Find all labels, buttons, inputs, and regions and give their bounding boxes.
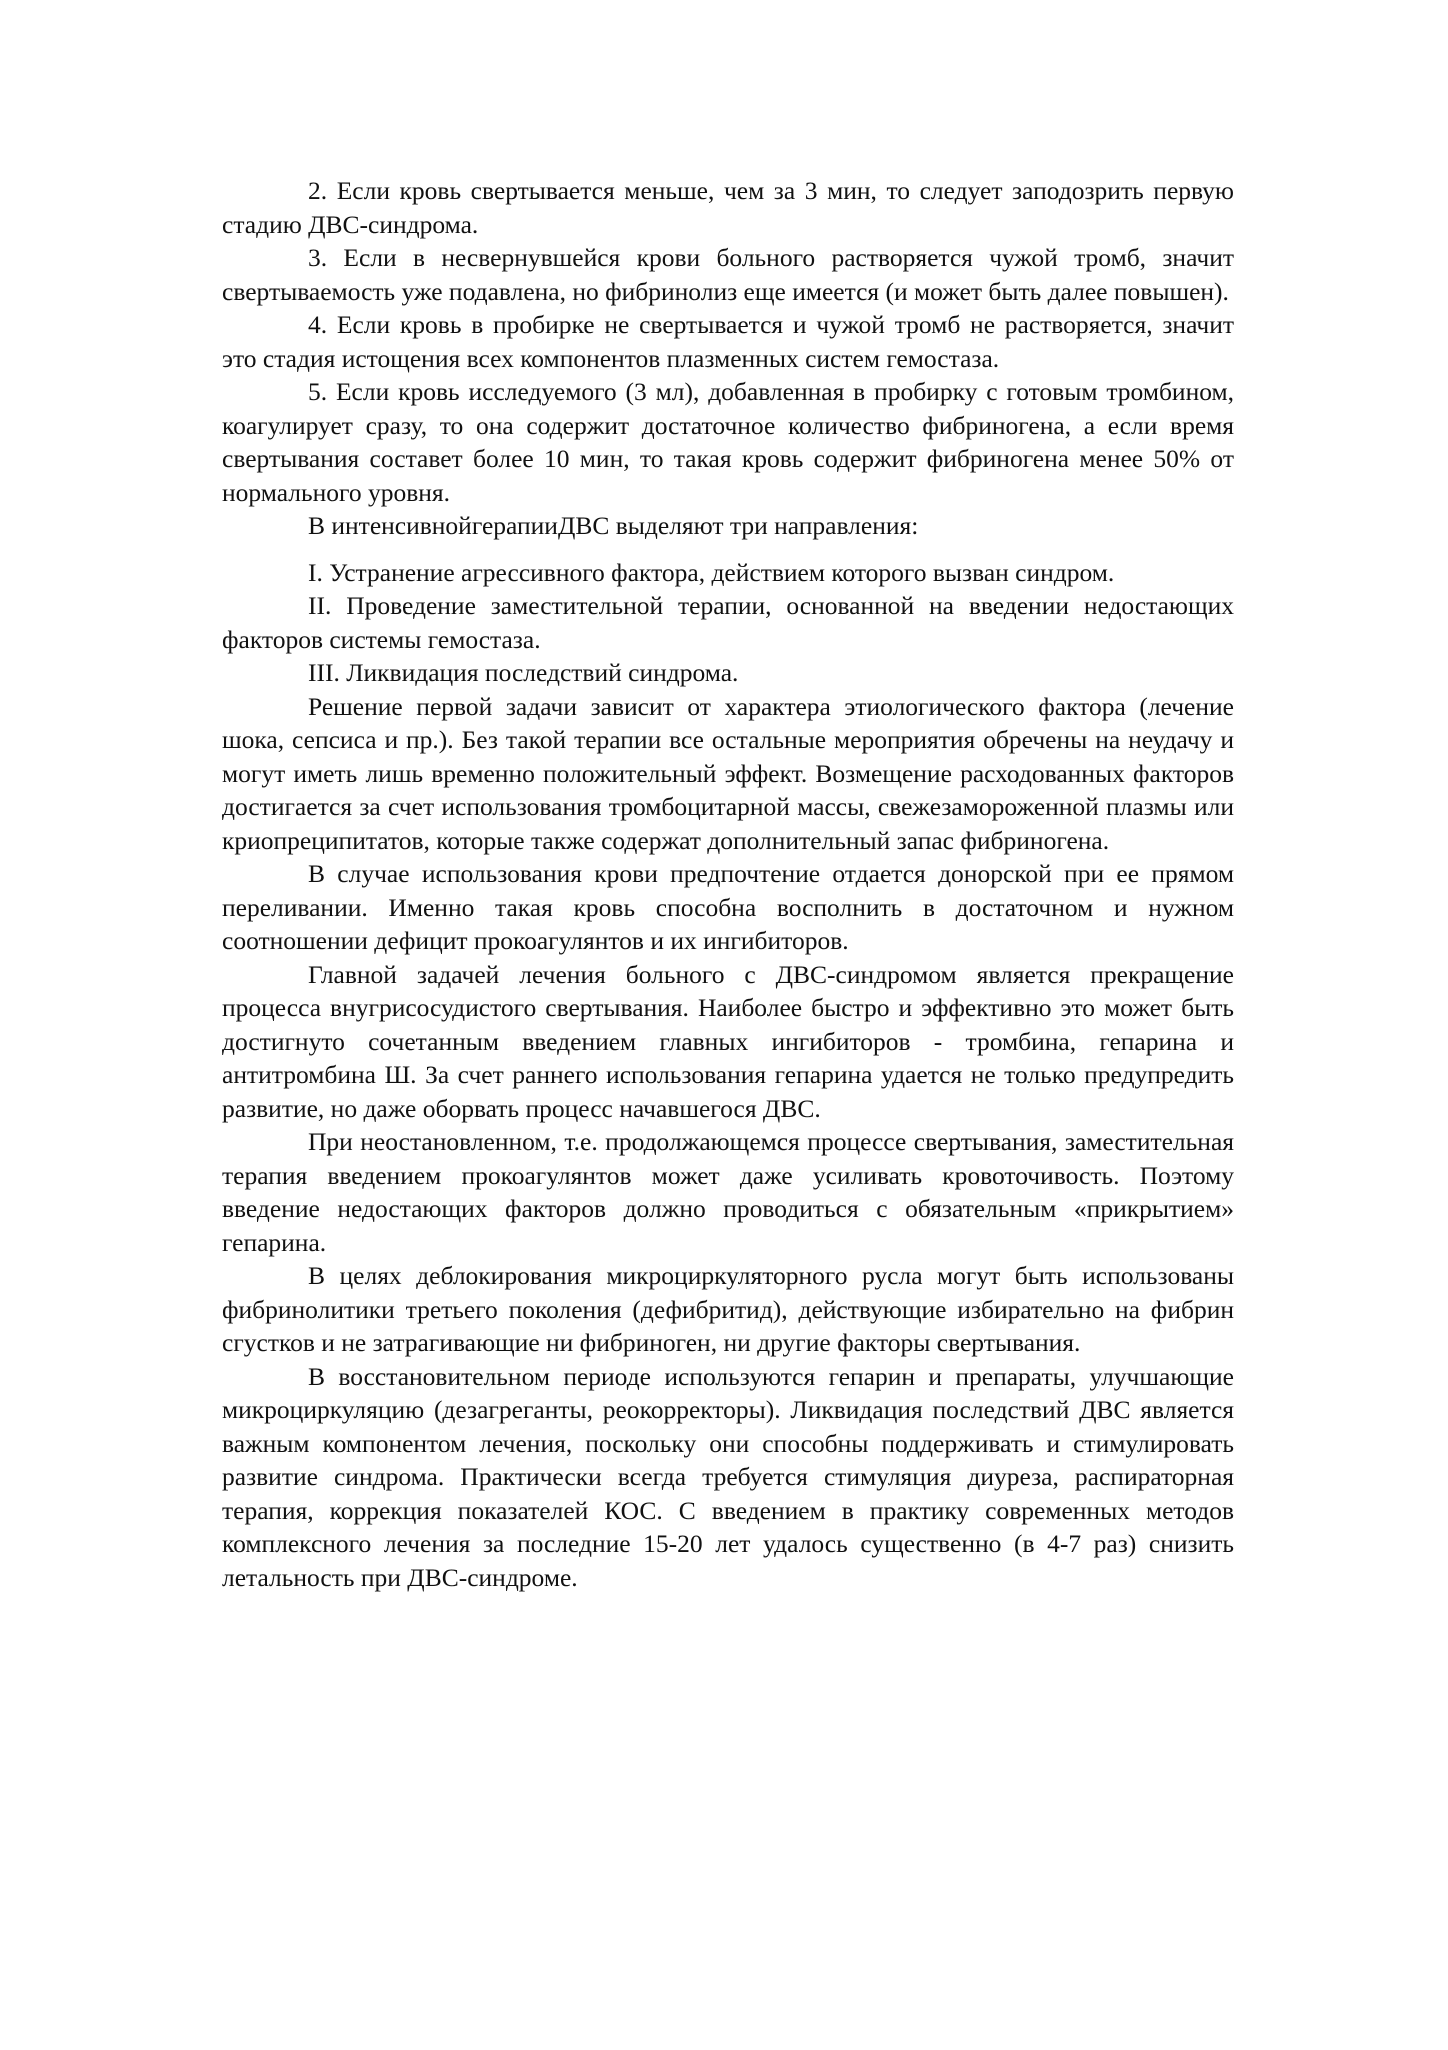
paragraph-first-task: Решение первой задачи зависит от характера этиологического фактора (лечение шока, сепсиса и пр.). Без такой терапии все остальные мероприятия обречены на неудачу и могут иметь лишь временно положительный эффект. Возмещение расходованных факторов достигается за счет использования тромбоцитарной массы, свежезамороженной плазмы или криопреципитатов, которые также содержат дополнительный запас фибриногена. bbox=[222, 691, 1234, 855]
paragraph-direction-1: I. Устранение агрессивного фактора, действием которого вызван синдром. bbox=[308, 557, 1115, 587]
paragraph-therapy-intro: В интенсивнойгерапииДВС выделяют три направления: bbox=[308, 511, 919, 540]
paragraph-criterion-3: 3. Если в несвернувшейся крови больного растворяется чужой тромб, значит свертываемость уже подавлена, но фибринолиз еще имеется (и может быть далее повышен). bbox=[222, 243, 1234, 306]
paragraph-fibrinolytics: В целях деблокирования микроциркуляторного русла могут быть использованы фибринолитики третьего поколения (дефибритид), действующие избирательно на фибрин сгустков и не затрагивающие ни фибриноген, ни другие факторы свертывания. bbox=[222, 1261, 1234, 1357]
document-page bbox=[222, 174, 1234, 1594]
paragraph-direction-3: III. Ликвидация последствий синдрома. bbox=[308, 658, 739, 687]
paragraph-recovery-period: В восстановительном периоде используются гепарин и препараты, улучшающие микроциркуляцию (дезагреганты, реокорректоры). Ликвидация последствий ДВС является важным компонентом лечения, поскольку они способны поддерживать и стимулировать развитие синдрома. Практически всегда требуется стимуляция диуреза, распираторная терапия, коррекция показателей КОС. С введением в практику современных методов комплексного лечения за последние 15-20 лет удалось существенно (в 4-7 раз) снизить летальность при ДВС-синдроме. bbox=[222, 1361, 1234, 1592]
paragraph-blood-use: В случае использования крови предпочтение отдается донорской при ее прямом переливании. Именно такая кровь способна восполнить в достаточном и нужном соотношении дефицит прокоагулянтов и их ингибиторов. bbox=[222, 859, 1234, 955]
paragraph-direction-2: II. Проведение заместительной терапии, основанной на введении недостающих факторов системы гемостаза. bbox=[222, 591, 1234, 654]
paragraph-criterion-4: 4. Если кровь в пробирке не свертывается и чужой тромб не растворяется, значит это стадия истощения всех компонентов плазменных систем гемостаза. bbox=[222, 310, 1234, 373]
paragraph-ongoing-coagulation: При неостановленном, т.е. продолжающемся процессе свертывания, заместительная терапия введением прокоагулянтов может даже усиливать кровоточивость. Поэтому введение недостающих факторов должно проводиться с обязательным «прикрытием» гепарина. bbox=[222, 1127, 1234, 1257]
paragraph-criterion-2: 2. Если кровь свертывается меньше, чем за 3 мин, то следует заподозрить первую стадию ДВС-синдрома. bbox=[222, 176, 1234, 239]
paragraph-criterion-5: 5. Если кровь исследуемого (3 мл), добавленная в пробирку с готовым тромбином, коагулирует сразу, то она содержит достаточное количество фибриногена, а если время свертывания составет более 10 мин, то такая кровь содержит фибриногена менее 50% от нормального уровня. bbox=[222, 377, 1234, 507]
paragraph-main-task: Главной задачей лечения больного с ДВС-синдромом является прекращение процесса внугрисосудистого свертывания. Наиболее быстро и эффективно это может быть достигнуто сочетанным введением главных ингибиторов - тромбина, гепарина и антитромбина Ш. За счет раннего использования гепарина удается не только предупредить развитие, но даже оборвать процесс начавшегося ДВС. bbox=[222, 959, 1234, 1123]
